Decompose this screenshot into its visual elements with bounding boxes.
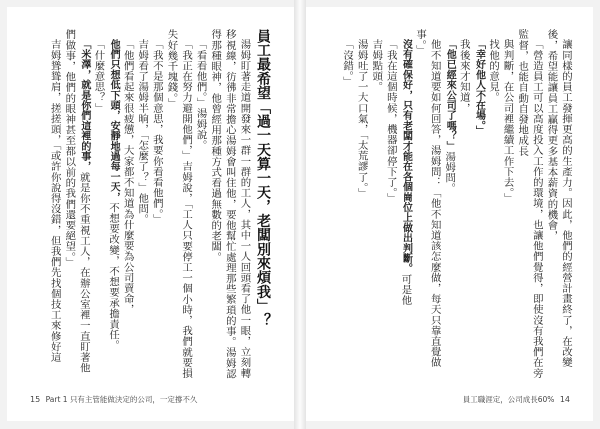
paragraph-text: 讓同樣的員工發揮更高的生產力。因此，他們的經營計畫終了，在改變後，希望能讓員工贏得更多基本薪資的機會， (545, 29, 572, 368)
body-text-right (328, 29, 573, 381)
footer-title-left: 只有主管能做決定的公司，一定撐不久 (69, 395, 198, 404)
paragraph (456, 29, 471, 381)
paragraph-text: 不想要改變，不想要承擔責任。 (107, 202, 120, 351)
page-left (7, 7, 294, 421)
paragraph (62, 29, 91, 381)
book-gutter (294, 0, 306, 429)
paragraph (149, 29, 164, 381)
paragraph (47, 29, 62, 381)
footer-left (27, 394, 197, 405)
footer-right (463, 394, 573, 405)
body-text-left (20, 29, 278, 381)
paragraph (164, 29, 193, 381)
paragraph-text: 找他的意見。 (487, 39, 500, 103)
paragraph-text: 可是他 (399, 274, 412, 306)
paragraph-text: 吉姆聳聳肩，搓搓頭，「或許你說得沒錯，但我們先找個技工來修好這 (48, 39, 61, 363)
paragraph (442, 29, 457, 381)
paragraph (485, 29, 500, 381)
paragraph (91, 29, 106, 381)
paragraph (398, 29, 413, 381)
paragraph (515, 29, 544, 381)
paragraph (193, 29, 208, 381)
paragraph-text: 吉姆點頭。 (370, 39, 383, 93)
paragraph-text: 「什麼意思？」 (92, 39, 105, 114)
paragraph (412, 29, 441, 381)
paragraph-text: 「營造員工可以高度投入工作的環境，也讓他們覺得，即使沒有我們在旁監督，也能自動自發地成長 (516, 29, 543, 379)
emphasis-text: 「幸好他人不在場。」 (473, 39, 485, 137)
paragraph (208, 29, 252, 381)
paragraph (340, 29, 355, 381)
paragraph-text: 我後來才知道， (457, 39, 470, 114)
paragraph-text: 「沒錯。」 (341, 39, 354, 88)
paragraph-text: 「看看他們。」湯姆說。 (194, 39, 207, 151)
paragraph (383, 29, 398, 381)
paragraph (135, 29, 150, 381)
paragraph-text: 「我正在努力避開他們，」吉姆說，「工人只要停工一個小時，我們就要損失好幾千塊錢。」 (165, 29, 193, 379)
paragraph-text: 他不知道要如何回答，湯姆問：「他不知道該怎麼做，每天只靠直覺做事。」 (414, 29, 441, 368)
paragraph-text: 吉姆看了湯姆半晌，「怎麼了？」他問。 (136, 39, 149, 225)
emphasis-text: 他們只想低下頭，安靜地過每一天， (108, 39, 120, 203)
footer-title-right: 員工職涯定，公司成長60% (462, 395, 555, 404)
paragraph-text: 「我在這個時候，機器卻停下了。」 (384, 39, 397, 204)
emphasis-text: 「他已經來公司了嗎？」 (444, 39, 456, 152)
emphasis-text: 沒有確保好，只有老闆才能在各個崗位上做出判斷。 (400, 39, 412, 274)
paragraph-text: 湯姆盯著走道開發來一群一群的工人，其中一人回頭看了他一眼，立刻轉移視線，彷彿非常擔心湯姆會叫住他，要他幫忙處理那些繁瑣的事。湯姆認得那種眼神，他曾經用那種方式看過無數的老闆。 (209, 29, 251, 379)
paragraph (105, 29, 120, 381)
paragraph (544, 29, 573, 381)
paragraph (500, 29, 515, 381)
section-heading: 員工最希望「過一天算一天，老闆別來煩我」？ (255, 29, 271, 328)
paragraph (354, 29, 369, 381)
page-right (306, 7, 593, 421)
paragraph-text: 就是你不重視工人，在辦公室裡一直盯著他們做事，他們的眼神甚至都以前的我們還要絕望。」 (63, 29, 90, 374)
paragraph-text: 「我不是那個意思，我要你看看他們。」 (150, 39, 163, 225)
paragraph (369, 29, 384, 381)
paragraph-text: 「他們看起來很疲憊，大家都不知道為什麼要為公司賣命， (121, 39, 134, 315)
paragraph-text: 湯姆問。 (443, 151, 456, 194)
paragraph-text: 湯姆吐了一大口氣，「太荒謬了。」 (355, 39, 368, 199)
paragraph (120, 29, 135, 381)
emphasis-text: 「米澤，就是你們這裡的事， (78, 39, 90, 172)
paragraph (471, 29, 486, 381)
paragraph-text: 與判斷，在公司裡繼續工作下去。」 (501, 39, 514, 204)
footer-chapter: Part 1 (45, 395, 68, 404)
page-number-right: 14 (559, 395, 570, 404)
page-number-left: 15 (30, 395, 41, 404)
